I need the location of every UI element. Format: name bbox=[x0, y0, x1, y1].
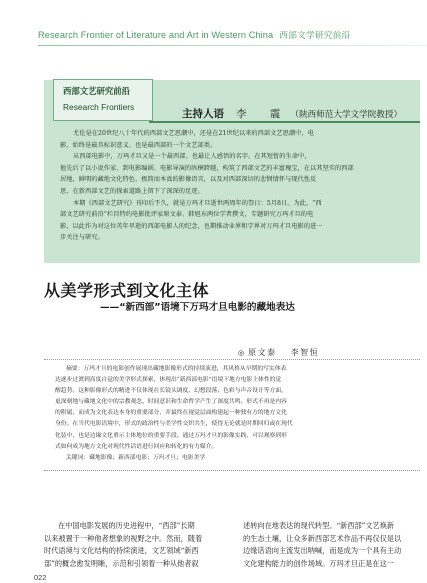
column-title-en: Research Frontiers bbox=[63, 102, 135, 112]
host-heading bbox=[182, 102, 420, 122]
author-line bbox=[238, 347, 420, 358]
abstract bbox=[55, 364, 415, 464]
body-column-left bbox=[44, 520, 227, 570]
abstract-top-rule bbox=[44, 359, 420, 360]
host-label: 主持人语 bbox=[182, 108, 224, 120]
host-paragraph: 从西部电影中，万玛才旦又是一个最西部、也最让人感悟的名字。在其短暂的生命中， 他先后了以小说作家、到电影编剧、电影导演的纵横跨越，构筑了西部文艺的丰富瑰宝，在以其坚实的西部 居地，鲜明的藏地文化特色、极简而本真的影像语言，以及对西部深切的悲悯情怀与现代性反 思，在新西部文艺的探索道路上留下了深深的足迹。 bbox=[60, 153, 354, 195]
host-rule bbox=[149, 121, 420, 123]
column-title-cn: 西部文艺研究前沿 bbox=[63, 86, 130, 96]
running-head-cn: 西部文学研究前沿 bbox=[279, 31, 351, 41]
article-title: 从美学形式到文化主体 bbox=[44, 281, 210, 300]
running-head bbox=[38, 28, 417, 42]
host-paragraph: 尤伦是在20世纪八十年代的西部文艺思潮中，还是在21世纪以来的西部文艺思潮中，电 影，始终是最具标识意义、也是最西部的一个文艺部类。 bbox=[60, 130, 314, 149]
keywords-label: 关键词： bbox=[66, 454, 90, 461]
host-text bbox=[60, 128, 410, 244]
body-paragraph: 在中国电影发展的历史进程中，“西部”长期 以来被置于一种他者想象的视野之中。然而，随着 时代语境与文化结构的持续演进，文艺领域“新西 部”的概念愈发明晰，示范和引领着一种从他者叙 bbox=[44, 521, 203, 568]
host-affiliation: （陕西师范大学文学院教授） bbox=[290, 110, 403, 120]
header-rule bbox=[38, 45, 427, 46]
abstract-paragraph: 摘要：万玛才旦的电影创作展现出藏地影像形式的持续演进，其风格从早期的写实体表 达逐步过渡到高度自觉的美学形式探索，体现出“新西部电影”语境下地方电影主体性的觉 醒趋势。这种影像形式的精进不仅体现在长镜头调度、幻想段落、色彩与声音设计等方面， 更深刻地与藏地文化中的宗教观念、时间意识和生命哲学产生了深度共鸣。形式不再是内容 的附属，而成为文化表达本身的重要部分，并最终在视觉层面构建起一种独有方的地方文化 身份。在当代电影语境中，形式的政治性与美学性交织共生，使得无论就是时期回归或在现代 化装中，也是边缘文化重示主体地位的重要手段。通过万玛才旦的影像实践，可以观察到形 式如何成为地方文化对现代性话语进行回应和转化的有力媒介。 bbox=[55, 366, 293, 450]
abstract-label: 摘要： bbox=[66, 366, 84, 372]
abstract-bottom-rule bbox=[44, 470, 420, 471]
author-name: 李智恒 bbox=[290, 348, 320, 357]
host-paragraph: 本期《西部文艺研究》刊印后不久，就是万玛才旦逝世两周年的祭日：5月8日。为此，“西 部文艺研究前沿”栏目特约电影批评家原文泰、韩旭东两位学者撰文，专题研究万玛才旦的电 影，以此作为对这位英年早逝的西部电影人的纪念，也期推动业界和学界对万玛才旦电影的进一 步关注与研究。 bbox=[60, 199, 323, 242]
body-paragraph: 述转向在地表达的现代转型。“新西部”文艺焕新 的生态土壤，让众多新西部艺术作品不再仅仅是以 边缘话语向主流发出呐喊，而是成为一个具有主动 文化建构能力的创作场域。万玛才旦正是在这一 bbox=[243, 521, 402, 568]
column-tab bbox=[53, 79, 153, 121]
body-column-right bbox=[243, 520, 426, 570]
keywords-text: 藏地影像；新西部电影；万玛才旦；电影美学 bbox=[89, 454, 206, 461]
author-name: 原文泰 bbox=[248, 348, 277, 357]
page-number: 022 bbox=[34, 573, 47, 582]
running-head-en: Research Frontier of Literature and Art in Western China bbox=[38, 30, 274, 40]
article-subtitle: ——“新西部”语境下万玛才旦电影的藏地表达 bbox=[100, 302, 295, 313]
host-name: 李 震 bbox=[236, 108, 291, 120]
author-mark-icon: ◎ bbox=[238, 349, 245, 357]
keywords bbox=[55, 453, 415, 464]
